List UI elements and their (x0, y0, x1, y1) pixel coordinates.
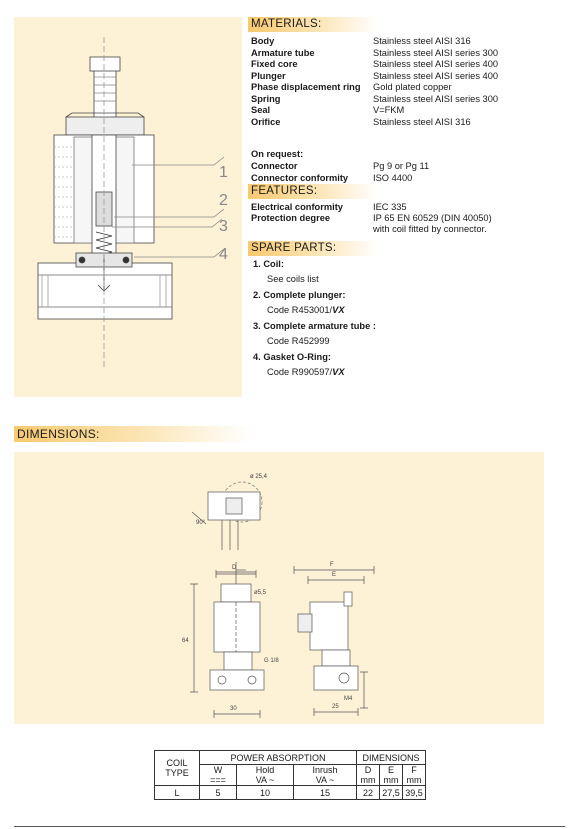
spec-value: ISO 4400 (373, 172, 413, 183)
dim-table-header: DIMENSIONS (357, 751, 426, 765)
spec-value: Stainless steel AISI series 400 (373, 70, 499, 81)
col-type: TYPE (165, 768, 189, 778)
spec-key: Spring (251, 93, 281, 104)
spare-item-title: 3. Complete armature tube : (253, 321, 376, 331)
spare-item-detail: Code R453001/VX (267, 305, 345, 315)
dim-e: E (332, 572, 337, 578)
dimensions-drawing (14, 452, 544, 724)
callout-1: 1 (219, 164, 228, 181)
spec-key: Phase displacement ring (251, 82, 361, 92)
spare-item-detail: Code R990597/VX (267, 367, 345, 377)
power-header: POWER ABSORPTION (200, 751, 357, 765)
callout-2: 2 (219, 192, 228, 209)
spec-key: Armature tube (251, 47, 315, 58)
spare-item (253, 351, 331, 363)
spec-value: Pg 9 or Pg 11 (373, 161, 430, 171)
features-note: with coil fitted by connector. (373, 224, 487, 234)
dim-d: D (232, 565, 237, 571)
spec-key: Seal (251, 105, 271, 115)
dim-angle: 90° (196, 520, 206, 526)
dim-width: 30 (230, 706, 237, 712)
callout-3: 3 (219, 218, 228, 235)
spec-key: Connector (251, 161, 298, 171)
bottom-rule (14, 826, 565, 827)
spare-item-detail: Code R452999 (267, 336, 330, 346)
dimensions-header: DIMENSIONS: (14, 426, 252, 442)
spec-value: Stainless steel AISI series 400 (373, 59, 499, 69)
spec-key: Plunger (251, 70, 286, 81)
dim-dia: ø5,5 (254, 590, 267, 596)
spec-value: Gold plated copper (373, 82, 452, 92)
spare-item-title: 2. Complete plunger: (253, 290, 346, 300)
spare-item-title: 4. Gasket O-Ring: (253, 352, 332, 362)
dim-height: 64 (182, 638, 189, 644)
spare-item (253, 289, 345, 301)
spec-value: V=FKM (373, 105, 405, 115)
sub-w: W === (200, 765, 237, 786)
table-row: L 5 10 15 22 27,5 39,5 (155, 786, 426, 800)
spec-key: Electrical conformity (251, 202, 343, 212)
features-header: FEATURES: (248, 184, 378, 199)
spec-value: IEC 335 (373, 202, 407, 212)
dim-thread: G 1/8 (264, 658, 279, 664)
dim-m4: M4 (344, 696, 353, 702)
spec-key: Protection degree (251, 213, 331, 223)
spare-item (253, 320, 376, 332)
spec-key: Connector conformity (251, 172, 349, 183)
coil-type-header (155, 751, 200, 786)
sub-f: F mm (403, 765, 426, 786)
dim-circle: ø 25,4 (250, 474, 268, 480)
spec-value: Stainless steel AISI series 300 (373, 93, 499, 104)
spec-value: Stainless steel AISI 316 (373, 36, 471, 46)
spec-value: IP 65 EN 60529 (DIN 40050) (373, 213, 492, 223)
sub-inrush: Inrush VA ~ (294, 765, 357, 786)
spec-value: Stainless steel AISI 316 (373, 116, 471, 127)
sub-e: E mm (380, 765, 403, 786)
spec-key: Orifice (251, 116, 281, 127)
spare-item (253, 258, 284, 270)
spec-key: Fixed core (251, 59, 298, 69)
spare-parts-header: SPARE PARTS: (248, 241, 378, 256)
coil-table (154, 750, 426, 800)
spec-key: Body (251, 36, 275, 46)
spare-item-detail: See coils list (267, 274, 319, 284)
materials-header: MATERIALS: (248, 17, 378, 32)
dim-f: F (330, 562, 334, 568)
sub-d: D mm (357, 765, 380, 786)
callout-4: 4 (219, 246, 228, 263)
sub-hold: Hold VA ~ (237, 765, 294, 786)
valve-section-drawing (14, 17, 242, 397)
spare-item-title: 1. Coil: (253, 259, 284, 269)
on-request-text: On request: (251, 149, 304, 159)
dim-bottom: 25 (332, 704, 339, 710)
col-coil: COIL (166, 758, 188, 768)
spec-value: Stainless steel AISI series 300 (373, 47, 499, 58)
